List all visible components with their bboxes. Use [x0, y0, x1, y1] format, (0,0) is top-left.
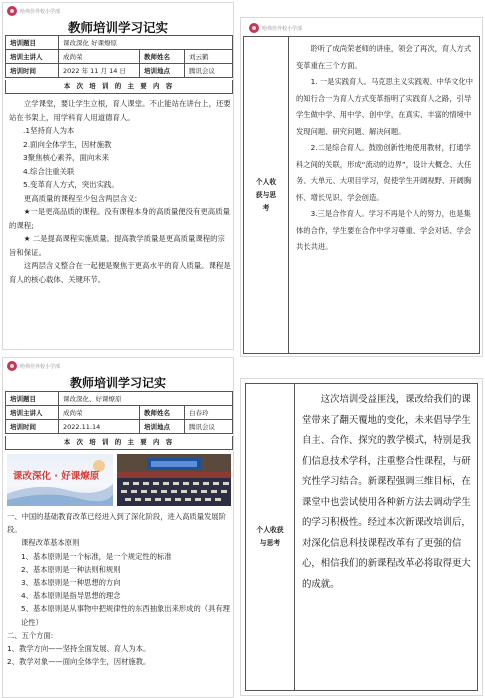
page-header	[7, 6, 60, 16]
place-label: 培训地点	[140, 420, 185, 434]
paragraph: 课程改革基本原则	[21, 538, 80, 548]
list-item: 5、基本原则是从事物中把规律性的东西抽象出来形成的（具有理论性）	[21, 604, 230, 627]
teacher-label: 教师姓名	[140, 50, 185, 64]
page-2	[240, 17, 483, 357]
list-item: 2.面向全体学生，因材施教	[23, 139, 112, 149]
reflection-body	[302, 390, 476, 595]
school-logo-icon	[249, 23, 259, 33]
reflection-box	[245, 383, 478, 691]
auditorium-photo	[117, 454, 231, 506]
page-title: 教师培训学习记实	[67, 20, 168, 35]
reflection-label-text: 个人收获与思考	[255, 177, 277, 212]
topic-value: 课改深化 好课燎原	[59, 36, 233, 50]
topic-value: 课改深化、好课燎原	[59, 392, 233, 406]
teacher-value: 白春玲	[185, 406, 233, 420]
time-label: 培训时间	[6, 64, 59, 78]
list-item: 2、基本原则是一种法则和规则	[21, 564, 121, 574]
school-logo-icon	[7, 361, 17, 371]
list-item: 3、基本原则是一种思想的方向	[21, 578, 121, 588]
paragraph: 2.二是综合育人。鼓励创新性地使用教材，打通学科之间的关联，形成“流动的边界”，设计大概念、大任务、大单元、大项目学习，促使学生开阔视野、开阔胸怀、增长见识、学会创造。	[296, 143, 472, 202]
paragraph: 这两层含义整合在一起便是聚焦于更高水平的育人质量。课程是育人的核心载体、关键环节。	[9, 261, 231, 284]
paragraph: 一、中国的基础教育改革已经进入到了深化阶段，进入高质量发展阶段。	[7, 512, 226, 535]
speaker-value: 成尚荣	[59, 50, 140, 64]
school-name: 哈弗佳外校小学部	[20, 363, 61, 370]
place-value: 腾讯会议	[185, 64, 233, 78]
school-name: 哈弗佳外校小学部	[262, 25, 303, 32]
list-item: 4、基本原则是指导思想的理念	[21, 591, 121, 601]
time-value: 2022.11.14	[59, 420, 140, 434]
section-heading: 本 次 培 训 的 主 要 内 容	[5, 80, 233, 94]
reflection-box	[243, 36, 480, 354]
paragraph: 聆听了成尚荣老师的讲座，领会了再次，育人方式变革重在三个方面。	[296, 44, 472, 70]
place-value: 腾讯会议	[185, 420, 233, 434]
topic-label: 培训题目	[6, 36, 59, 50]
auditorium-graphic	[117, 454, 231, 506]
teacher-value: 刘云鹤	[185, 50, 233, 64]
paragraph: 1. 一是实践育人。马克思主义实践观、中华文化中的知行合一为育人方式变革指明了实践育人之路，引导学生做中学、用中学、创中学，在真实、丰富的情境中发现问题、研究问题、解决问题。	[296, 77, 474, 136]
list-item: 2、教学对象——面向全体学生，因材施教。	[7, 657, 151, 667]
reflection-label	[246, 384, 295, 690]
content-body	[9, 97, 231, 286]
reflection-body	[296, 41, 476, 256]
info-table	[5, 35, 233, 78]
speaker-value: 成尚荣	[59, 406, 140, 420]
reflection-label-text: 个人收获与思考	[256, 526, 284, 547]
list-item: 1、教学方向——坚持全面发展、育人为本。	[7, 644, 151, 654]
paragraph: 3.三是合作育人。学习不再是个人的努力，也是集体的合作，学生要在合作中学习尊重、学会对话、学会共长共进。	[296, 209, 472, 251]
list-item: 4.综合注重关联	[23, 166, 75, 176]
school-logo-icon	[7, 6, 17, 16]
topic-label: 培训题目	[6, 392, 59, 406]
content-body	[7, 510, 233, 668]
reflection-label	[244, 37, 289, 353]
list-item: .1坚持育人为本	[23, 126, 75, 135]
info-table	[5, 391, 233, 434]
section-heading: 本 次 培 训 的 主 要 内 容	[5, 436, 233, 450]
time-label: 培训时间	[6, 420, 59, 434]
page-3	[2, 357, 234, 698]
speaker-label: 培训主讲人	[6, 406, 59, 420]
paragraph: 立学课堂，要让学生立根，育人课堂。不止能站在讲台上，还要站在书架上，用学科育人用道德育人。	[9, 99, 231, 122]
list-item: 1、基本原则是一个标准，是一个规定性的标准	[21, 551, 172, 561]
paragraph: ★一是更高品质的课程。没有课程本身的高质量便没有更高质量的课程;	[9, 207, 230, 230]
paragraph: 更高质量的课程至少包含两层含义:	[23, 193, 138, 203]
teacher-label: 教师姓名	[140, 406, 185, 420]
page-1	[2, 2, 234, 350]
place-label: 培训地点	[140, 64, 185, 78]
page-4	[240, 378, 483, 696]
page-header	[7, 361, 60, 371]
list-item: 3聚焦核心素养，面向未来	[23, 153, 110, 162]
paragraph: ★ 二是提高课程实施质量。提高教学质量是更高质量课程的宗旨和保证。	[9, 234, 225, 257]
banner-text: 课改深化 · 好课燎原	[13, 471, 100, 482]
banner-photo	[7, 454, 113, 506]
time-value: 2022 年 11 月 14 日	[59, 64, 140, 78]
page-header	[249, 23, 302, 33]
speaker-label: 培训主讲人	[6, 50, 59, 64]
page-title: 教师培训学习记实	[69, 376, 166, 390]
school-name: 哈弗佳外校小学部	[20, 8, 61, 15]
paragraph: 这次培训受益匪浅，课改给我们的课堂带来了翻天覆地的变化，未来倡导学生自主、合作、探究的教学模式，特别是我们信息技术学科，注重整合性课程，与研究性学习结合。新课程强调三维目标，在课堂中也尝试使用各种新方法去调动学生的学习积极性。经过本次新课改培训后，对深化信息科技课程改革有了更强的信心，相信我们的新课程改革必将取得更大的成就。	[302, 394, 471, 590]
list-item: 5.变革育人方式，突出实践。	[23, 180, 119, 189]
paragraph: 二、五个方面:	[7, 630, 54, 640]
